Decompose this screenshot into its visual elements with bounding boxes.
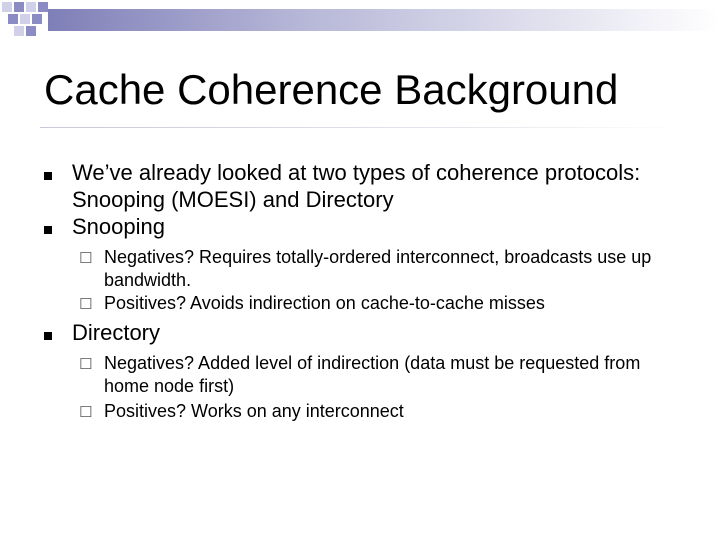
sub-bullet-text: Positives? Avoids indirection on cache-to-cache misses xyxy=(104,293,545,313)
sub-bullet-text: Positives? Works on any interconnect xyxy=(104,401,404,421)
filled-square-icon xyxy=(44,226,52,234)
checker-pattern xyxy=(0,0,56,40)
sub-bullet-text: Negatives? Added level of indirection (data must be requested from home node first) xyxy=(104,353,641,396)
checker-square xyxy=(8,14,18,24)
checker-square xyxy=(38,2,48,12)
bullet-text: Snooping xyxy=(72,214,165,239)
header-decoration xyxy=(0,0,720,40)
checker-square xyxy=(26,2,36,12)
checker-square xyxy=(14,26,24,36)
filled-square-icon xyxy=(44,332,52,340)
checker-square xyxy=(2,2,12,12)
hollow-square-icon: ☐ xyxy=(79,356,93,373)
checker-square xyxy=(26,26,36,36)
slide-title: Cache Coherence Background xyxy=(44,66,619,113)
checker-square xyxy=(14,2,24,12)
bullet-text: Directory xyxy=(72,320,161,345)
header-gradient-bar xyxy=(48,9,720,31)
hollow-square-icon: ☐ xyxy=(79,250,93,267)
bullet-text: We’ve already looked at two types of coherence protocols: Snooping (MOESI) and Directory xyxy=(72,160,641,212)
checker-square xyxy=(32,14,42,24)
sub-bullet-text: Negatives? Requires totally-ordered interconnect, broadcasts use up bandwidth. xyxy=(104,247,652,290)
checker-square xyxy=(20,14,30,24)
hollow-square-icon: ☐ xyxy=(79,296,93,313)
title-underline xyxy=(40,127,680,128)
filled-square-icon xyxy=(44,172,52,180)
hollow-square-icon: ☐ xyxy=(79,404,93,421)
